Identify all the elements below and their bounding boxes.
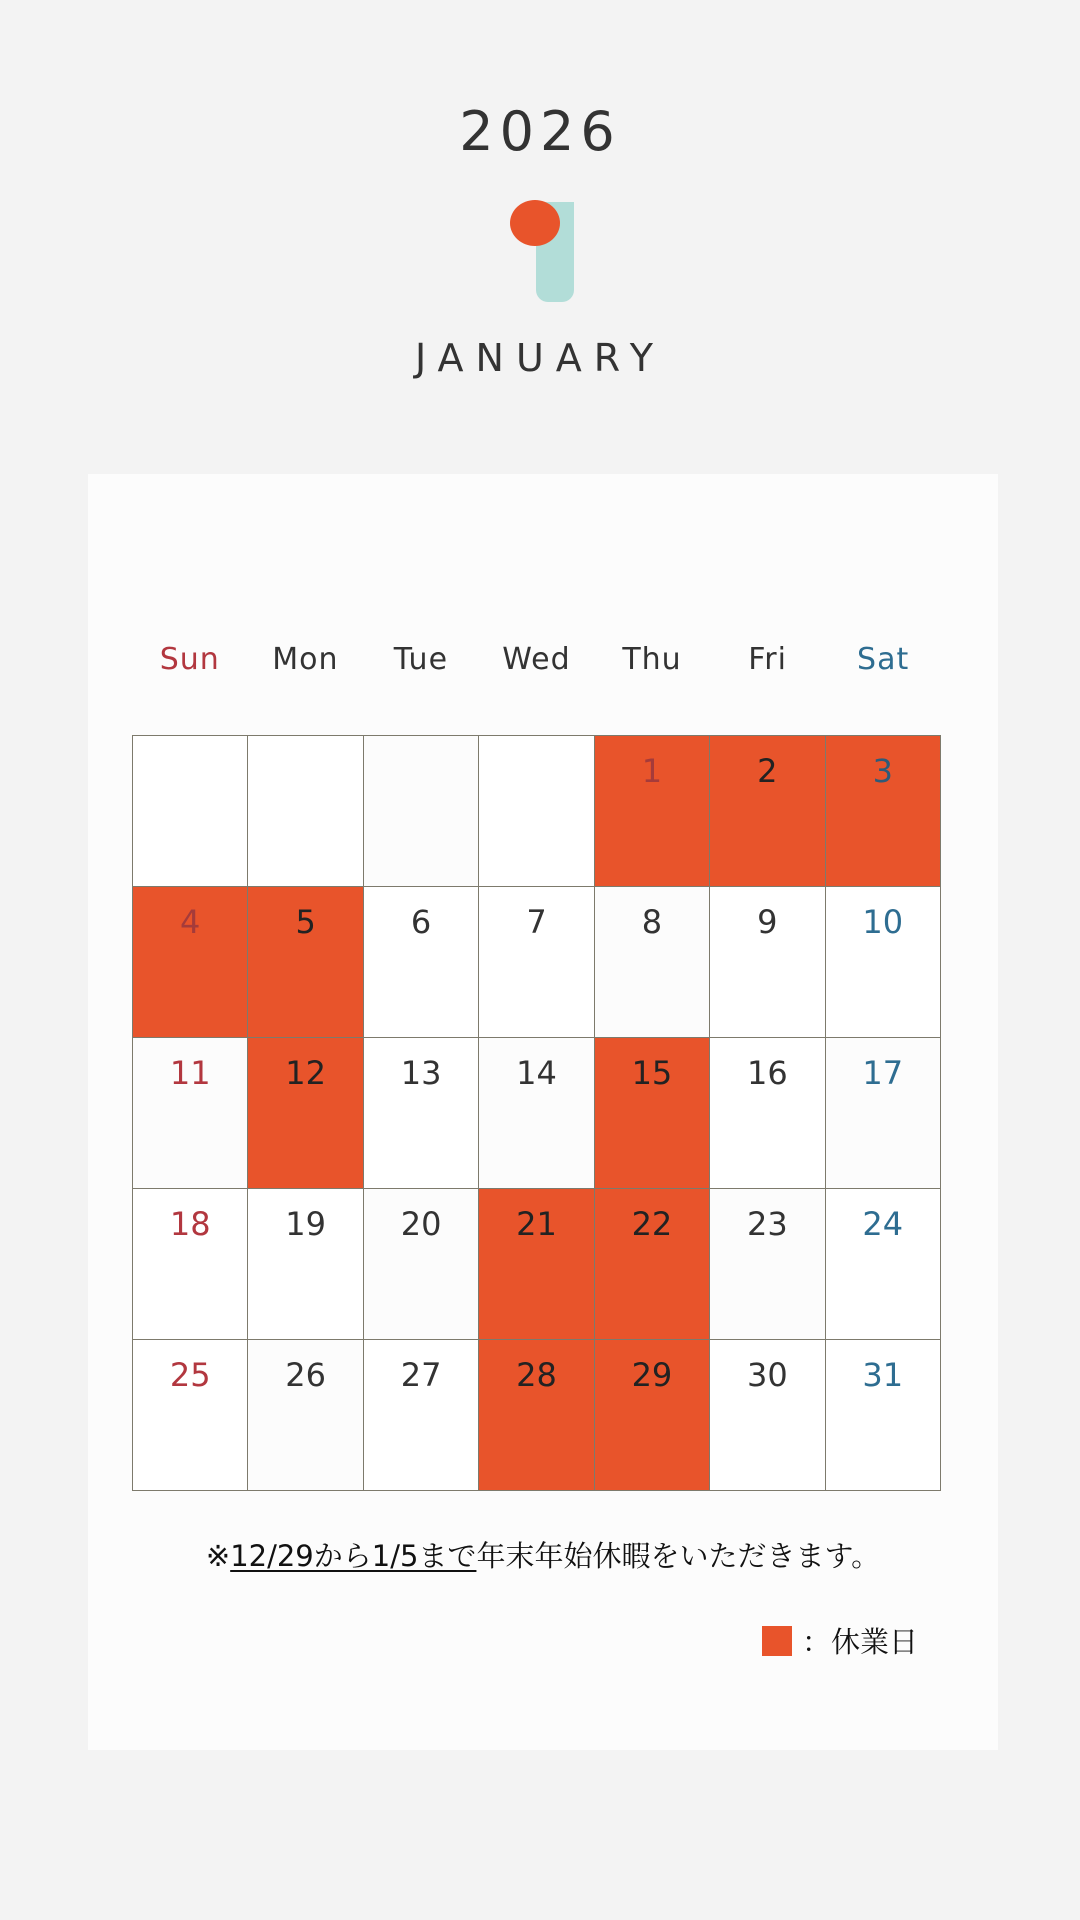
day-number: 1 bbox=[641, 752, 663, 790]
day-number: 3 bbox=[872, 752, 893, 790]
day-number: 29 bbox=[631, 1356, 673, 1394]
calendar-day-cell bbox=[133, 1038, 248, 1189]
calendar-day-cell bbox=[248, 1038, 363, 1189]
note-date-range: 12/29から1/5まで bbox=[230, 1539, 477, 1573]
note-text: 年末年始休暇をいただきます。 bbox=[476, 1539, 881, 1573]
day-number: 9 bbox=[757, 903, 778, 941]
day-number: 15 bbox=[631, 1054, 673, 1092]
weekday-tue: Tue bbox=[393, 642, 449, 677]
holiday-note bbox=[88, 1534, 998, 1575]
day-number: 26 bbox=[285, 1356, 326, 1394]
calendar-empty-cell bbox=[248, 736, 363, 887]
day-number: 10 bbox=[862, 903, 904, 941]
calendar-day-cell bbox=[248, 887, 363, 1038]
day-number: 7 bbox=[526, 903, 547, 941]
calendar-day-cell bbox=[479, 1340, 594, 1491]
calendar-day-cell bbox=[826, 1189, 941, 1340]
calendar-empty-cell bbox=[133, 736, 248, 887]
calendar-day-cell bbox=[595, 736, 710, 887]
day-number: 12 bbox=[285, 1054, 326, 1092]
calendar-day-cell bbox=[248, 1340, 363, 1491]
weekday-sat: Sat bbox=[857, 642, 910, 677]
calendar-day-cell bbox=[595, 887, 710, 1038]
day-number: 14 bbox=[516, 1054, 557, 1092]
number-one-icon bbox=[510, 200, 576, 304]
calendar-day-cell bbox=[595, 1038, 710, 1189]
day-number: 2 bbox=[757, 752, 778, 790]
day-number: 4 bbox=[180, 903, 201, 941]
calendar-empty-cell bbox=[479, 736, 594, 887]
calendar-day-cell bbox=[479, 887, 594, 1038]
calendar-day-cell bbox=[248, 1189, 363, 1340]
calendar-day-cell bbox=[710, 1189, 825, 1340]
calendar-day-cell bbox=[710, 1340, 825, 1491]
calendar-day-cell bbox=[133, 1189, 248, 1340]
day-number: 5 bbox=[295, 903, 316, 941]
calendar-day-cell bbox=[710, 1038, 825, 1189]
day-number: 16 bbox=[746, 1054, 788, 1092]
calendar-grid bbox=[132, 735, 941, 1491]
day-number: 8 bbox=[641, 903, 663, 941]
weekday-sun: Sun bbox=[159, 642, 220, 677]
calendar-day-cell bbox=[133, 887, 248, 1038]
weekday-mon: Mon bbox=[272, 642, 339, 677]
day-number: 25 bbox=[169, 1356, 211, 1394]
day-number: 13 bbox=[400, 1054, 442, 1092]
day-number: 24 bbox=[862, 1205, 904, 1243]
calendar-day-cell bbox=[826, 1038, 941, 1189]
weekday-fri: Fri bbox=[748, 642, 787, 677]
weekday-thu: Thu bbox=[622, 642, 682, 677]
day-number: 22 bbox=[631, 1205, 673, 1243]
legend bbox=[762, 1620, 918, 1661]
day-number: 27 bbox=[400, 1356, 442, 1394]
calendar-empty-cell bbox=[364, 736, 479, 887]
day-number: 6 bbox=[410, 903, 432, 941]
legend-label: ：休業日 bbox=[801, 1625, 918, 1659]
calendar-day-cell bbox=[826, 736, 941, 887]
calendar-day-cell bbox=[364, 1340, 479, 1491]
calendar-day-cell bbox=[364, 1038, 479, 1189]
calendar-day-cell bbox=[133, 1340, 248, 1491]
calendar-day-cell bbox=[364, 887, 479, 1038]
calendar-day-cell bbox=[479, 1189, 594, 1340]
day-number: 20 bbox=[400, 1205, 442, 1243]
day-number: 17 bbox=[862, 1054, 904, 1092]
calendar-day-cell bbox=[826, 887, 941, 1038]
calendar-day-cell bbox=[710, 736, 825, 887]
day-number: 18 bbox=[169, 1205, 211, 1243]
month-title: JANUARY bbox=[415, 336, 665, 380]
calendar-day-cell bbox=[826, 1340, 941, 1491]
day-number: 30 bbox=[746, 1356, 788, 1394]
day-number: 31 bbox=[862, 1356, 904, 1394]
day-number: 28 bbox=[516, 1356, 557, 1394]
calendar-day-cell bbox=[595, 1340, 710, 1491]
calendar-day-cell bbox=[479, 1038, 594, 1189]
legend-swatch bbox=[762, 1626, 792, 1656]
day-number: 19 bbox=[285, 1205, 326, 1243]
weekday-wed: Wed bbox=[502, 642, 571, 677]
day-number: 21 bbox=[516, 1205, 557, 1243]
day-number: 23 bbox=[746, 1205, 788, 1243]
icon-dot-shape bbox=[510, 200, 560, 246]
weekday-header bbox=[132, 642, 941, 677]
calendar-card bbox=[88, 474, 998, 1750]
year-title: 2026 bbox=[459, 100, 621, 163]
calendar-day-cell bbox=[710, 887, 825, 1038]
calendar-day-cell bbox=[364, 1189, 479, 1340]
calendar-day-cell bbox=[595, 1189, 710, 1340]
note-prefix: ※ bbox=[205, 1539, 231, 1573]
day-number: 11 bbox=[169, 1054, 211, 1092]
